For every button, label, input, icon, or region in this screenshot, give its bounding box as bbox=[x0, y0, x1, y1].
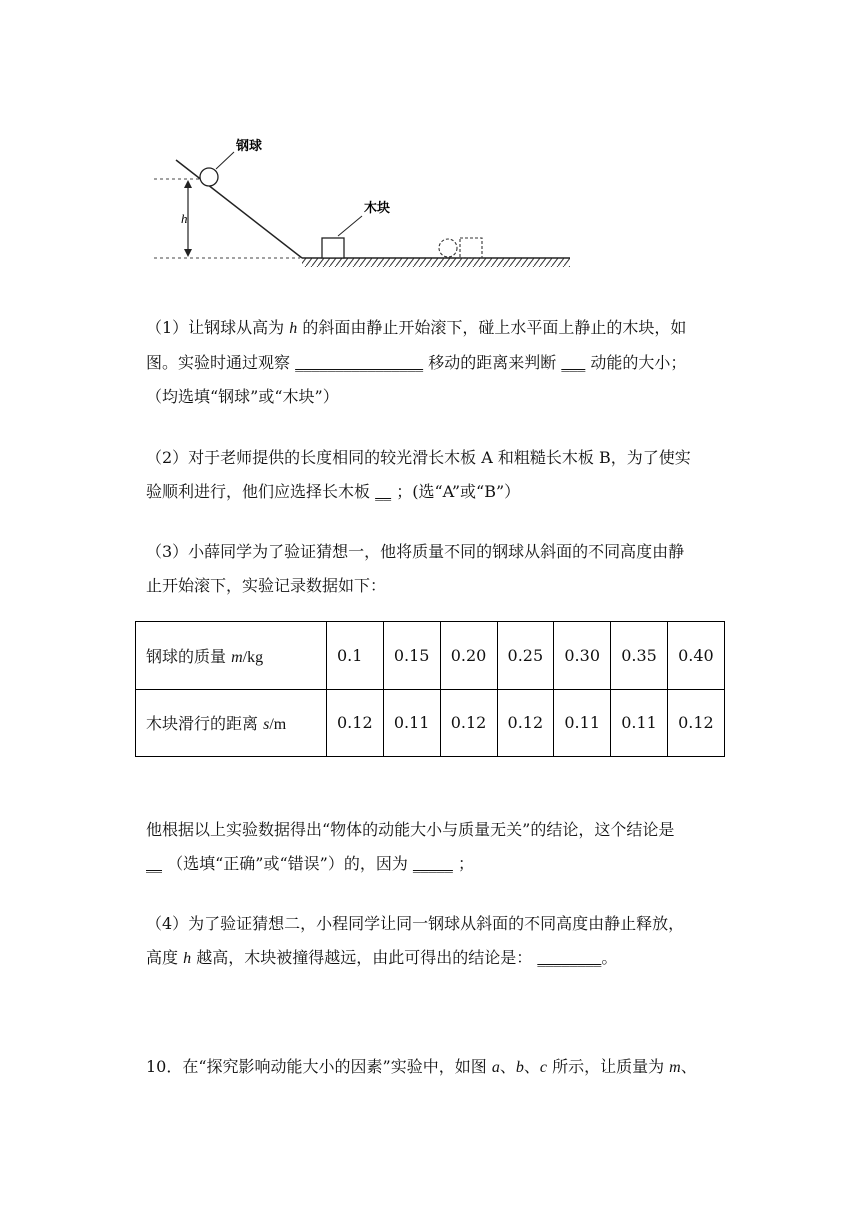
answer-blank-1[interactable]: ________________ bbox=[295, 353, 424, 372]
table-cell: 0.25 bbox=[497, 622, 554, 690]
experiment-figure bbox=[150, 130, 580, 270]
ball-label: 钢球 bbox=[236, 139, 263, 154]
steel-ball bbox=[200, 168, 218, 186]
answer-blank-4[interactable]: __ bbox=[146, 854, 162, 873]
incline bbox=[176, 160, 302, 258]
table-cell: 0.12 bbox=[668, 689, 725, 757]
question-2: （2）对于老师提供的长度相同的较光滑长木板 A 和粗糙长木板 B，为了使实 验顺利进行，他们应选择长木板 __ ；(选“A”或“B”） bbox=[146, 448, 691, 501]
wooden-block bbox=[322, 238, 344, 258]
block-final-position bbox=[460, 238, 482, 258]
block-label: 木块 bbox=[364, 201, 391, 216]
answer-blank-2[interactable]: ___ bbox=[561, 353, 586, 372]
table-cell: 0.35 bbox=[611, 622, 668, 690]
question-3-conclusion: 他根据以上实验数据得出“物体的动能大小与质量无关”的结论，这个结论是 __ （选填“正确”或“错误”）的，因为 _____ ； bbox=[146, 820, 675, 873]
ball-leader-line bbox=[216, 152, 234, 169]
table-cell: 0.11 bbox=[383, 689, 440, 757]
table-cell: 0.12 bbox=[497, 689, 554, 757]
height-arrow-down-head bbox=[184, 249, 192, 257]
question-4: （4）为了验证猜想二，小程同学让同一钢球从斜面的不同高度由静止释放， 高度 h 越高，木块被撞得越远，由此可得出的结论是： ________。 bbox=[146, 914, 685, 967]
table-cell: 0.30 bbox=[554, 622, 611, 690]
table-row bbox=[136, 622, 725, 690]
answer-blank-5[interactable]: _____ bbox=[412, 854, 453, 873]
table-cell: 0.12 bbox=[440, 689, 497, 757]
ground-hatch bbox=[302, 258, 570, 267]
table-header-mass: 钢球的质量 m/kg bbox=[136, 622, 327, 690]
table-cell: 0.1 bbox=[327, 622, 384, 690]
table-cell: 0.11 bbox=[554, 689, 611, 757]
table-cell: 0.20 bbox=[440, 622, 497, 690]
height-arrow-up-head bbox=[184, 180, 192, 188]
question-10: 10．在“探究影响动能大小的因素”实验中，如图 a、b、c 所示，让质量为 m、 bbox=[146, 1057, 697, 1076]
table-cell: 0.15 bbox=[383, 622, 440, 690]
data-table bbox=[135, 621, 725, 757]
height-label: h bbox=[181, 211, 188, 226]
answer-blank-6[interactable]: ________ bbox=[537, 948, 602, 967]
table-cell: 0.12 bbox=[327, 689, 384, 757]
table-cell: 0.11 bbox=[611, 689, 668, 757]
answer-blank-3[interactable]: __ bbox=[375, 482, 392, 501]
table-row bbox=[136, 689, 725, 757]
ball-final-position bbox=[439, 239, 457, 257]
question-1: （1）让钢球从高为 h 的斜面由静止开始滚下，碰上水平面上静止的木块，如 图。实验时通过观察 ________________ 移动的距离来判断 ___ 动能的大小； （均选填“钢球”或“木块”） bbox=[146, 318, 687, 406]
table-cell: 0.40 bbox=[668, 622, 725, 690]
table-header-distance: 木块滑行的距离 s/m bbox=[136, 689, 327, 757]
question-3: （3）小薛同学为了验证猜想一，他将质量不同的钢球从斜面的不同高度由静 止开始滚下，实验记录数据如下： bbox=[146, 542, 685, 595]
block-leader-line bbox=[338, 216, 362, 236]
